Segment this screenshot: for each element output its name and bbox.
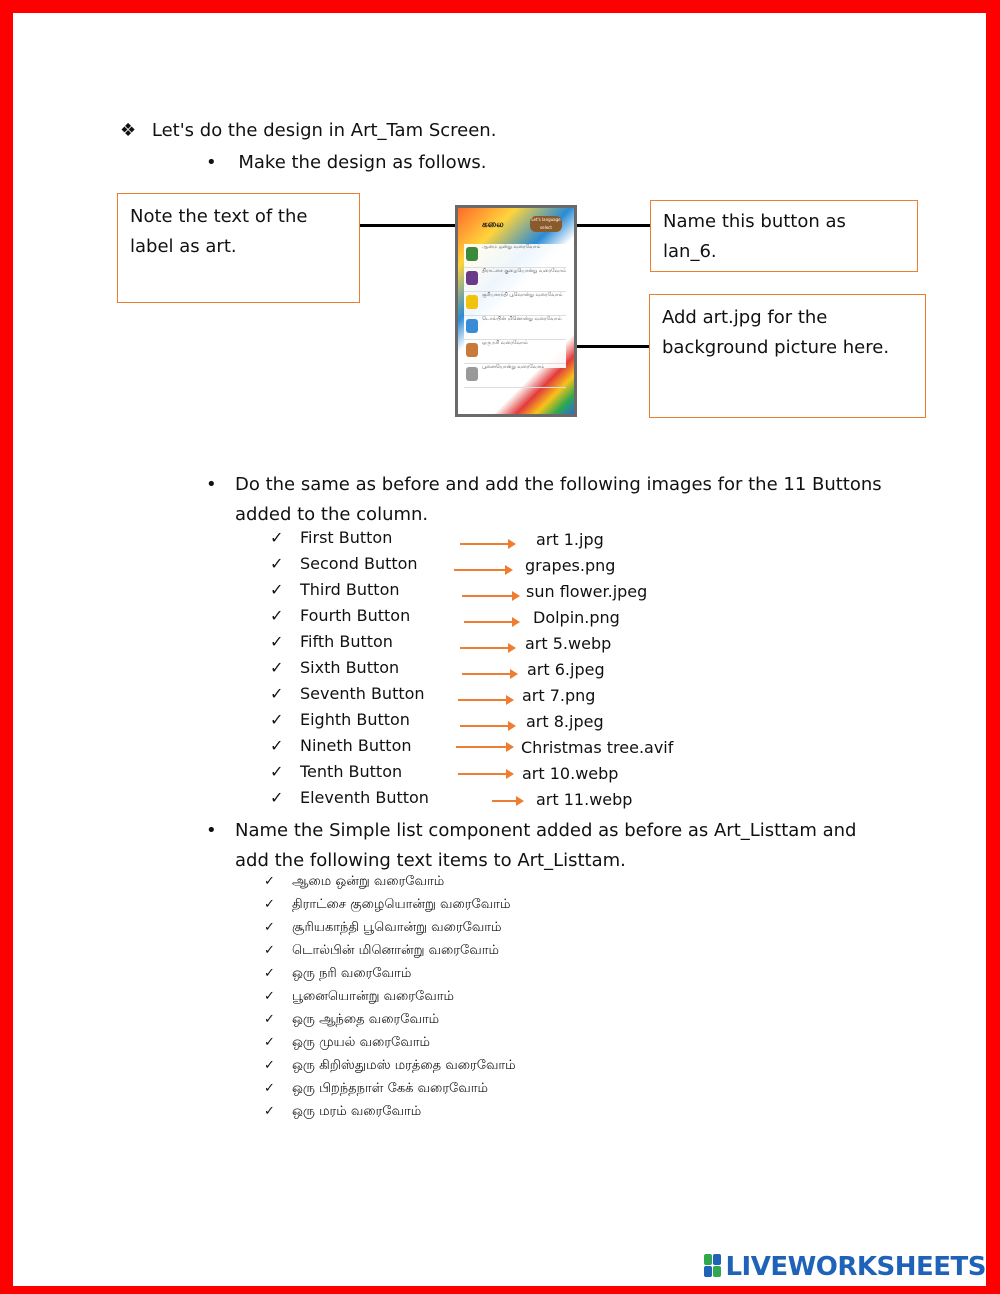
arrow-icon <box>458 699 508 701</box>
liveworksheets-icon <box>704 1254 722 1278</box>
sub-bullet-list-text: Name the Simple list component added as before as Art_Listtam and add the following text items to Art_Listtam. <box>235 820 857 871</box>
sub-bullet-images-text: Do the same as before and add the following images for the 11 Buttons added to the column. <box>235 474 882 525</box>
arrow-icon <box>464 621 514 623</box>
list-item: திராட்சை குழையொன்று வரைவோம் <box>464 268 566 292</box>
file-name: art 1.jpg <box>536 530 604 549</box>
list-item: ஒரு நரி வரைவோம் <box>464 340 566 364</box>
arrow-icon <box>462 673 512 675</box>
bullet-dot-icon: • <box>206 820 217 841</box>
bullet-dot-icon: • <box>206 474 217 495</box>
screen-title: கலை <box>482 220 504 230</box>
art-list-preview <box>464 244 566 368</box>
list-item: ✓ ஒரு ஆந்தை வரைவோம் <box>264 1012 440 1027</box>
list-item: ✓ திராட்சை குழையொன்று வரைவோம் <box>264 897 511 912</box>
sub-bullet-design-text: Make the design as follows. <box>238 152 487 173</box>
list-item: ✓ Eighth Button <box>270 710 410 729</box>
file-name: art 7.png <box>522 686 596 705</box>
list-item: ✓ சூரியகாந்தி பூவொன்று வரைவோம் <box>264 920 502 935</box>
logo-text: LIVEWORKSHEETS <box>725 1252 986 1282</box>
list-item: ✓ Third Button <box>270 580 400 599</box>
callout-label-note-text: Note the text of the label as art. <box>130 206 308 257</box>
connector-bottom-right <box>569 345 649 348</box>
list-item: ✓ Fourth Button <box>270 606 411 625</box>
file-name: sun flower.jpeg <box>526 582 648 601</box>
arrow-icon <box>460 647 510 649</box>
list-item: ✓ First Button <box>270 528 393 547</box>
arrow-icon <box>460 543 510 545</box>
list-item: ✓ ஒரு நரி வரைவோம் <box>264 966 412 981</box>
sub-bullet-list <box>206 816 886 876</box>
file-name: art 6.jpeg <box>527 660 605 679</box>
file-name: art 10.webp <box>522 764 619 783</box>
list-item: டொல்பின் மினொன்று வரைவோம் <box>464 316 566 340</box>
list-item: ✓ ஒரு மரம் வரைவோம் <box>264 1104 422 1119</box>
list-item: ✓ Tenth Button <box>270 762 403 781</box>
list-item: ✓ Second Button <box>270 554 418 573</box>
list-item: ✓ ஆமை ஒன்று வரைவோம் <box>264 874 445 889</box>
list-item: ✓ ஒரு கிறிஸ்துமஸ் மரத்தை வரைவோம் <box>264 1058 516 1073</box>
list-item: ✓ Fifth Button <box>270 632 393 651</box>
arrow-icon <box>460 725 510 727</box>
callout-background <box>649 294 926 418</box>
list-item: ✓ Eleventh Button <box>270 788 429 807</box>
file-name: Christmas tree.avif <box>521 738 674 757</box>
arrow-icon <box>462 595 514 597</box>
arrow-icon <box>456 746 508 748</box>
file-name: grapes.png <box>525 556 616 575</box>
arrow-icon <box>454 569 507 571</box>
list-item: ✓ Seventh Button <box>270 684 425 703</box>
file-name: art 8.jpeg <box>526 712 604 731</box>
callout-button-name-text: Name this button as lan_6. <box>663 211 846 262</box>
callout-button-name <box>650 200 918 272</box>
file-name: Dolpin.png <box>533 608 620 627</box>
file-name: art 11.webp <box>536 790 633 809</box>
list-item: ✓ டொல்பின் மினொன்று வரைவோம் <box>264 943 499 958</box>
list-item: ✓ ஒரு முயல் வரைவோம் <box>264 1035 430 1050</box>
connector-top-right <box>570 224 650 227</box>
list-item: ✓ Sixth Button <box>270 658 400 677</box>
app-screenshot <box>455 205 577 417</box>
list-item: ✓ பூனையொன்று வரைவோம் <box>264 989 454 1004</box>
language-button[interactable]: Let's language select <box>531 217 561 230</box>
sub-bullet-design <box>206 152 487 173</box>
list-item: ✓ ஒரு பிறந்தநாள் கேக் வரைவோம் <box>264 1081 488 1096</box>
list-item: சூரியகாந்தி பூவொன்று வரைவோம் <box>464 292 566 316</box>
list-item: ஆமை ஒன்று வரைவோம் <box>464 244 566 268</box>
liveworksheets-logo[interactable] <box>704 1252 986 1282</box>
diamond-bullet-icon: ❖ <box>120 120 137 141</box>
sub-bullet-images <box>206 470 886 530</box>
bullet-dot-icon: • <box>206 152 217 173</box>
heading-text: Let's do the design in Art_Tam Screen. <box>151 120 497 141</box>
list-item: பூனையொன்று வரைவோம் <box>464 364 566 388</box>
arrow-icon <box>458 773 508 775</box>
file-name: art 5.webp <box>525 634 612 653</box>
arrow-icon <box>492 800 518 802</box>
callout-label-note <box>117 193 360 303</box>
list-item: ✓ Nineth Button <box>270 736 412 755</box>
heading <box>120 120 496 141</box>
callout-background-text: Add art.jpg for the background picture here. <box>662 307 890 358</box>
